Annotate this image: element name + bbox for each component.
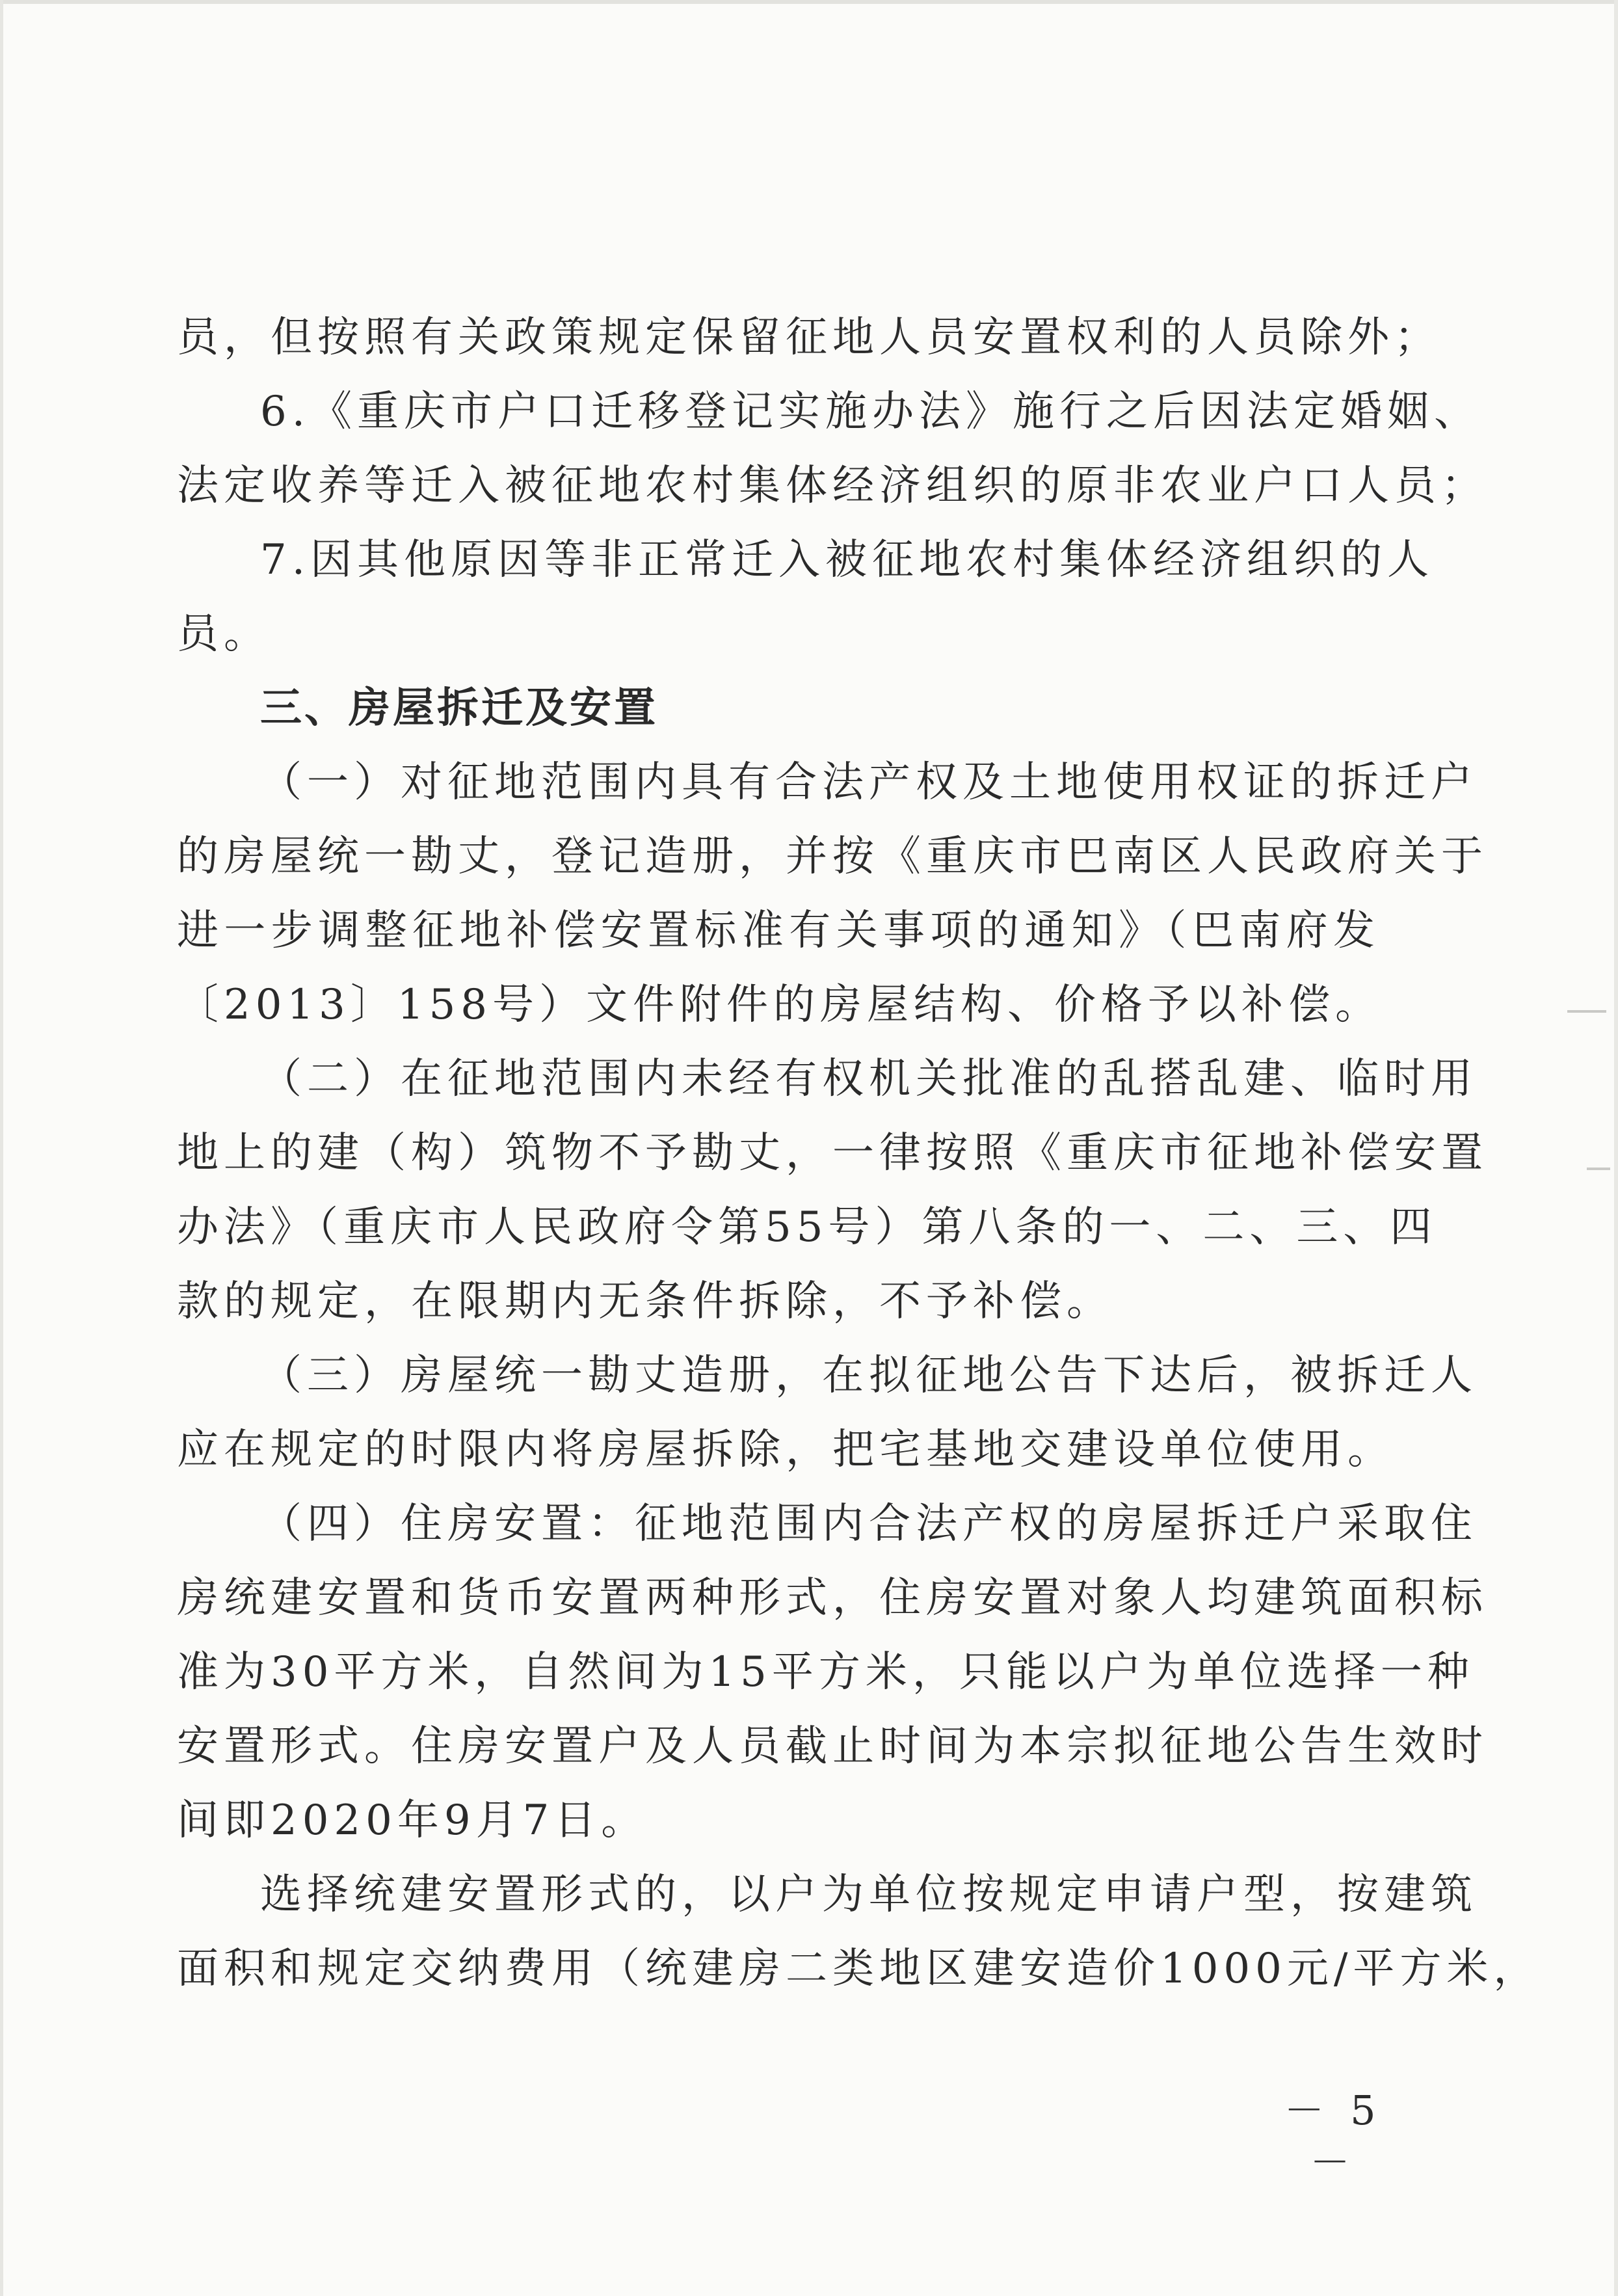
body-line: 面积和规定交纳费用（统建房二类地区建安造价1000元/平方米， bbox=[177, 1945, 1541, 1993]
scan-mark bbox=[1587, 1168, 1610, 1170]
body-line: 员。 bbox=[177, 610, 271, 658]
body-line: （一）对征地范围内具有合法产权及土地使用权证的拆迁户 bbox=[260, 758, 1478, 807]
section-heading: 三、房屋拆迁及安置 bbox=[260, 684, 658, 732]
page-edge-left bbox=[0, 0, 3, 2296]
body-line: 款的规定，在限期内无条件拆除，不予补偿。 bbox=[177, 1277, 1113, 1326]
body-line: 选择统建安置形式的，以户为单位按规定申请户型，按建筑 bbox=[260, 1871, 1478, 1919]
body-line: 间即2020年9月7日。 bbox=[177, 1796, 648, 1845]
body-line: 安置形式。住房安置户及人员截止时间为本宗拟征地公告生效时 bbox=[177, 1722, 1488, 1770]
body-line: 的房屋统一勘丈，登记造册，并按《重庆市巴南区人民政府关于 bbox=[177, 833, 1488, 881]
body-line: 〔2013〕158号）文件附件的房屋结构、价格予以补偿。 bbox=[177, 981, 1383, 1029]
body-line: 准为30平方米，自然间为15平方米，只能以户为单位选择一种 bbox=[177, 1648, 1474, 1696]
body-line: 进一步调整征地补偿安置标准有关事项的通知》（巴南府发 bbox=[177, 907, 1380, 955]
body-line: 6.《重庆市户口迁移登记实施办法》施行之后因法定婚姻、 bbox=[260, 388, 1481, 436]
body-line: 房统建安置和货币安置两种形式，住房安置对象人均建筑面积标 bbox=[177, 1574, 1488, 1622]
body-line: （二）在征地范围内未经有权机关批准的乱搭乱建、临时用 bbox=[260, 1055, 1478, 1103]
document-body bbox=[177, 300, 1541, 2006]
body-line: （三）房屋统一勘丈造册，在拟征地公告下达后，被拆迁人 bbox=[260, 1352, 1478, 1400]
body-line: 法定收养等迁入被征地农村集体经济组织的原非农业户口人员； bbox=[177, 462, 1488, 510]
page-number: － 5 － bbox=[1284, 2087, 1383, 2186]
body-line: 应在规定的时限内将房屋拆除，把宅基地交建设单位使用。 bbox=[177, 1426, 1394, 1474]
body-line: （四）住房安置：征地范围内合法产权的房屋拆迁户采取住 bbox=[260, 1500, 1478, 1548]
body-line: 7.因其他原因等非正常迁入被征地农村集体经济组织的人 bbox=[260, 536, 1435, 584]
page-edge-top bbox=[0, 0, 1618, 4]
scan-mark bbox=[1567, 1010, 1606, 1013]
page-edge-right bbox=[1614, 0, 1618, 2296]
body-line: 办法》（重庆市人民政府令第55号）第八条的一、二、三、四 bbox=[177, 1203, 1437, 1251]
body-line: 地上的建（构）筑物不予勘丈，一律按照《重庆市征地补偿安置 bbox=[177, 1129, 1488, 1177]
body-line: 员，但按照有关政策规定保留征地人员安置权利的人员除外； bbox=[177, 314, 1441, 362]
